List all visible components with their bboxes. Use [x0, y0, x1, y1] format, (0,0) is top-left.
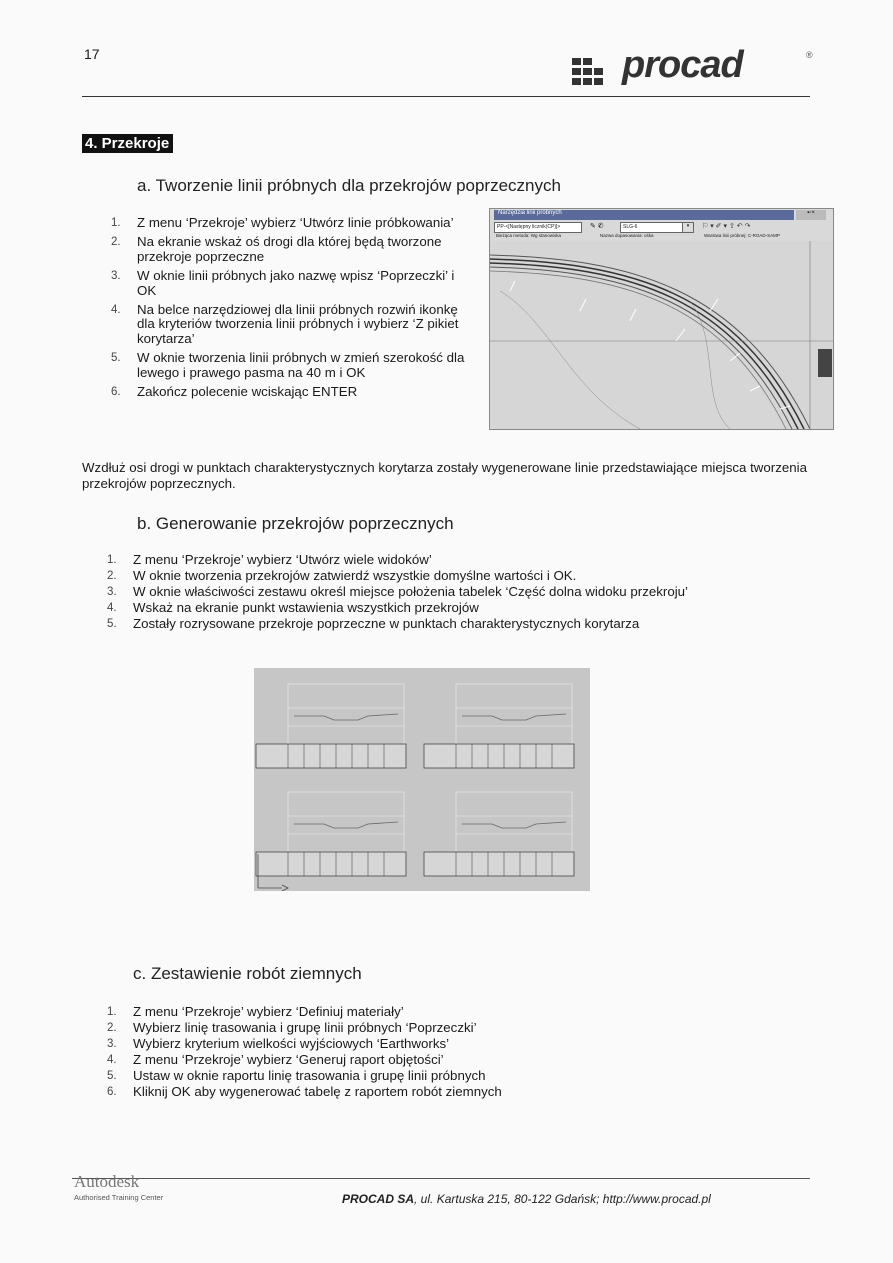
list-item: 2. W oknie tworzenia przekrojów zatwierdź wszystkie domyślne wartości i OK.	[107, 567, 577, 583]
part-a-paragraph: Wzdłuż osi drogi w punktach charakterystycznych korytarza zostały wygenerowane linie przedstawiające miejsca tworzenia przekrojów poprzecznych.	[82, 460, 807, 491]
list-item: 4. Wskaż na ekranie punkt wstawienia wszystkich przekrojów	[107, 599, 479, 615]
header-rule	[82, 96, 810, 97]
registered-mark: ®	[806, 50, 813, 60]
part-a-heading: a. Tworzenie linii próbnych dla przekrojów poprzecznych	[137, 176, 561, 195]
list-item: 1. Z menu ‘Przekroje’ wybierz ‘Utwórz wiele widoków’	[107, 552, 432, 567]
list-item: 5. W oknie tworzenia linii próbnych w zmień szerokość dla lewego i prawego pasma na 40 m i OK	[111, 350, 465, 380]
list-item: 1. Z menu ‘Przekroje’ wybierz ‘Definiuj materiały’	[107, 1004, 404, 1019]
autodesk-logo-text: Autodesk	[74, 1172, 140, 1191]
road-alignment-drawing	[490, 241, 833, 429]
procad-logo-icon	[570, 56, 614, 88]
chevron-down-icon[interactable]: ▾	[682, 222, 694, 233]
style-dropdown[interactable]: SLG-6	[620, 222, 684, 233]
list-item: 5. Zostały rozrysowane przekroje poprzeczne w punktach charakterystycznych korytarza	[107, 615, 640, 631]
list-item: 3. W oknie właściwości zestawu określ miejsce położenia tabelek ‘Część dolna widoku przekroju’	[107, 583, 689, 599]
list-item: 2. Wybierz linię trasowania i grupę linii próbnych ‘Poprzeczki’	[107, 1019, 477, 1035]
part-b-steps	[107, 552, 833, 631]
current-method: Bieżąca metoda: Wg stanowiska	[496, 233, 562, 238]
window-controls[interactable]: ▪▫×	[796, 210, 826, 220]
footer-rule	[72, 1178, 810, 1179]
part-c-heading: c. Zestawienie robót ziemnych	[133, 964, 362, 983]
procad-logo-text: procad	[622, 44, 743, 86]
list-item: 6. Kliknij OK aby wygenerować tabelę z raportem robót ziemnych	[107, 1083, 502, 1099]
part-c-steps	[107, 1004, 833, 1099]
list-item: 2. Na ekranie wskaż oś drogi dla której będą tworzone przekroje poprzeczne	[111, 234, 442, 264]
list-item: 3. W oknie linii próbnych jako nazwę wpisz ‘Poprzeczki’ i OK	[111, 268, 455, 298]
list-item: 6. Zakończ polecenie wciskając ENTER	[111, 384, 358, 400]
training-center-label: Authorised Training Center	[74, 1193, 164, 1202]
list-item: 1. Z menu ‘Przekroje’ wybierz ‘Utwórz linie próbkowania’	[111, 215, 454, 230]
fit-name: Nazwa dopasowania: ośka	[600, 233, 654, 238]
footer-address: PROCAD SA, ul. Kartuska 215, 80-122 Gdańsk; http://www.procad.pl	[342, 1192, 711, 1206]
cross-sections-screenshot	[254, 668, 590, 891]
list-item: 4. Na belce narzędziowej dla linii próbnych rozwiń ikonkę dla kryteriów tworzenia linii próbnych i wybierz ‘Z pikiet korytarza’	[111, 302, 459, 346]
list-item: 4. Z menu ‘Przekroje’ wybierz ‘Generuj raport objętości’	[107, 1051, 444, 1067]
sample-lines-screenshot	[489, 208, 834, 430]
cross-section-views-drawing	[254, 668, 590, 891]
part-b-heading: b. Generowanie przekrojów poprzecznych	[137, 514, 454, 533]
sample-layer: Warstwa linii próbnej: C-ROAD-SAMP	[704, 233, 780, 238]
criteria-icons[interactable]: ⚐ ▾ ✐ ▾ ⇧ ↶ ↷	[702, 223, 751, 230]
sample-line-name-dropdown[interactable]: PP-<[Następny licznik(CP)]>	[494, 222, 582, 233]
list-item: 5. Ustaw w oknie raportu linię trasowania i grupę linii próbnych	[107, 1067, 486, 1083]
section-title: 4. Przekroje	[82, 134, 173, 153]
toolbar-icons[interactable]: ✎ ✆	[590, 223, 604, 230]
list-item: 3. Wybierz kryterium wielkości wyjściowych ‘Earthworks’	[107, 1035, 450, 1051]
part-a-steps	[111, 215, 475, 400]
page-number: 17	[84, 46, 100, 62]
toolbar-titlebar: Narzędzia linii próbnych	[494, 210, 794, 220]
side-panel-tab[interactable]	[818, 349, 832, 377]
